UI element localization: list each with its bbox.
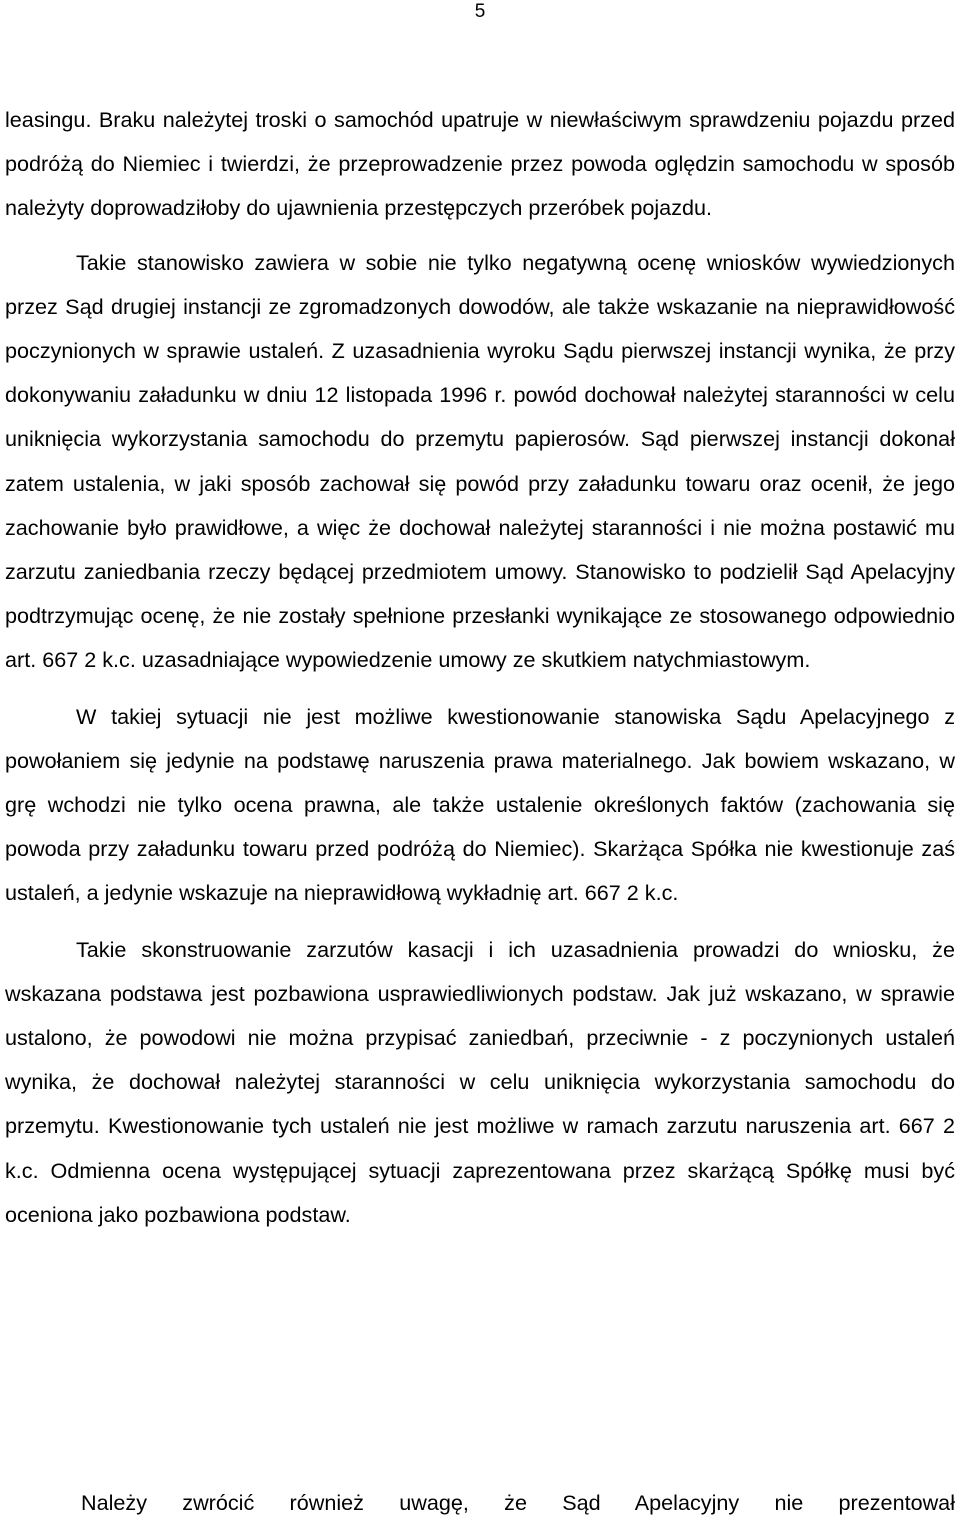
page-number: 5 [474,1,486,22]
paragraph-3: W takiej sytuacji nie jest możliwe kwestionowanie stanowiska Sądu Apelacyjnego z powołaniem się jedynie na podstawę naruszenia prawa materialnego. Jak bowiem wskazano, w grę wchodzi nie tylko ocena prawna, ale także ustalenie określonych faktów (zachowania się powoda przy załadunku towaru przed podróżą do Niemiec). Skarżąca Spółka nie kwestionuje zaś ustaleń, a jedynie wskazuje na nieprawidłową wykładnię art. 667 2 k.c. [5,703,955,906]
paragraph-1: leasingu. Braku należytej troski o samochód upatruje w niewłaściwym sprawdzeniu pojazdu przed podróżą do Niemiec i twierdzi, że przeprowadzenie przez powoda oględzin samochodu w sposób należyty doprowadziłoby do ujawnienia przestępczych przeróbek pojazdu. [5,107,955,221]
paragraph-2: Takie stanowisko zawiera w sobie nie tylko negatywną ocenę wniosków wywiedzionych przez Sąd drugiej instancji ze zgromadzonych dowodów, ale także wskazanie na nieprawidłowość poczynionych w sprawie ustaleń. Z uzasadnienia wyroku Sądu pierwszej instancji wynika, że przy dokonywaniu załadunku w dniu 12 listopada 1996 r. powód dochował należytej staranności w celu uniknięcia wykorzystania samochodu do przemytu papierosów. Sąd pierwszej instancji dokonał zatem ustalenia, w jaki sposób zachował się powód przy załadunku towaru oraz ocenił, że jego zachowanie było prawidłowe, a więc że dochował należytej staranności i nie można postawić mu zarzutu zaniedbania rzeczy będącej przedmiotem umowy. Stanowisko to podzielił Sąd Apelacyjny podtrzymując ocenę, że nie zostały spełnione przesłanki wynikające ze stosowanego odpowiednio art. 667 2 k.c. uzasadniające wypowiedzenie umowy ze skutkiem natychmiastowym. [5,249,955,673]
paragraph-5: Należy zwrócić również uwagę, że Sąd Apelacyjny nie prezentował [81,1490,955,1515]
document-body [5,98,955,1237]
paragraph-4: Takie skonstruowanie zarzutów kasacji i ich uzasadnienia prowadzi do wniosku, że wskazana podstawa jest pozbawiona usprawiedliwionych podstaw. Jak już wskazano, w sprawie ustalono, że powodowi nie można przypisać zaniedbań, przeciwnie - z poczynionych ustaleń wynika, że dochował należytej staranności w celu uniknięcia wykorzystania samochodu do przemytu. Kwestionowanie tych ustaleń nie jest możliwe w ramach zarzutu naruszenia art. 667 2 k.c. Odmienna ocena występującej sytuacji zaprezentowana przez skarżącą Spółkę musi być oceniona jako pozbawiona podstaw. [5,936,955,1227]
